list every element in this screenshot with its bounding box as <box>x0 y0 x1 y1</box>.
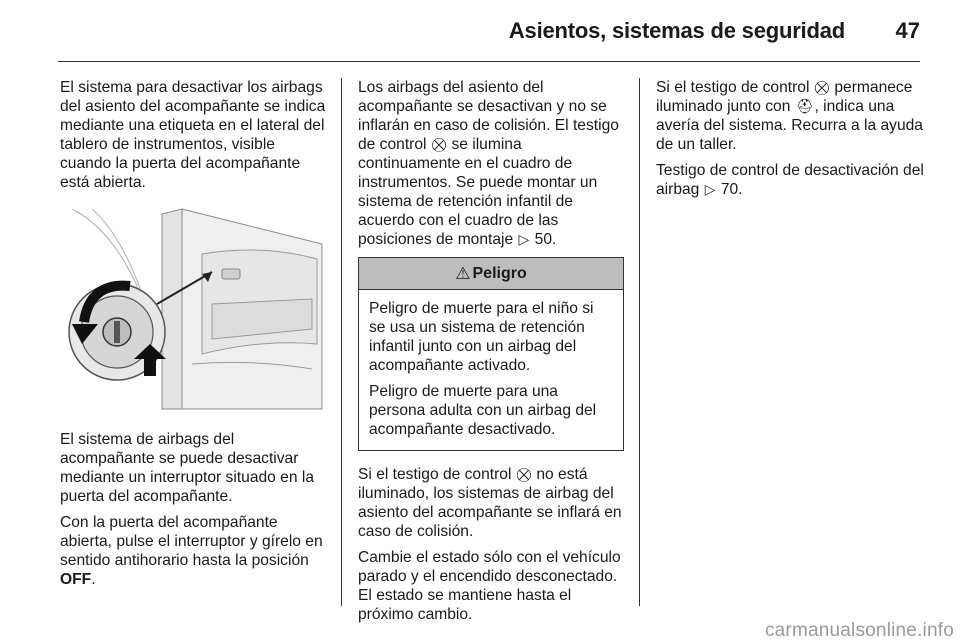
paragraph: Con la puerta del acompañante abierta, pulse el interruptor y gírelo en sentido antihorario hasta la posición OFF. <box>60 514 323 588</box>
airbag-off-icon: ⛒ <box>431 136 447 152</box>
watermark: carmanualsonline.info <box>764 620 954 641</box>
paragraph: El sistema para desactivar los airbags del asiento del acompañante se indica mediante una etiqueta en el lateral del tablero de instrumentos, visible cuando la puerta del acompañante está abierta. <box>60 79 326 191</box>
airbag-off-icon: ⛒ <box>516 466 532 482</box>
door-switch-illustration <box>62 204 324 414</box>
paragraph: Testigo de control de desactivación del airbag ▷ 70. <box>656 162 924 198</box>
paragraph: Cambie el estado sólo con el vehículo parado y el encendido desconectado. El estado se mantiene hasta el próximo cambio. <box>358 549 621 623</box>
column-1 <box>60 78 326 596</box>
airbag-icon: ⛑ <box>795 98 814 114</box>
paragraph: Los airbags del asiento del acompañante se desactivan y no se inflarán en caso de colisión. El testigo de control ⛒ se ilumina continuamente en el cuadro de instrumentos. Se puede montar un sistema de retención infantil de acuerdo con el cuadro de las posiciones de montaje ▷ 50. <box>358 79 619 248</box>
page-title: Asientos, sistemas de seguridad <box>508 18 845 43</box>
warning-triangle-icon: ⚠ <box>455 264 471 283</box>
header-rule <box>58 61 920 62</box>
page-header <box>0 0 960 62</box>
page-ref-arrow-icon: ▷ <box>518 231 530 247</box>
paragraph: Peligro de muerte para una persona adulta con un airbag del acompañante desactivado. <box>369 383 597 438</box>
page-ref-arrow-icon: ▷ <box>704 181 716 197</box>
paragraph: Si el testigo de control ⛒ permanece iluminado junto con ⛑, indica una avería del sistema. Recurra a la ayuda de un taller. <box>656 79 923 153</box>
danger-box-header: ⚠ Peligro <box>359 258 623 290</box>
paragraph: Si el testigo de control ⛒ no está iluminado, los sistemas de airbag del asiento del acompañante se inflará en caso de colisión. <box>358 466 622 540</box>
danger-box <box>358 257 624 451</box>
paragraph: Peligro de muerte para el niño si se usa un sistema de retención infantil junto con un airbag del acompañante activado. <box>369 300 594 374</box>
off-position-label: OFF <box>60 571 92 588</box>
column-divider-1 <box>341 78 342 606</box>
airbag-off-icon: ⛒ <box>814 79 830 95</box>
danger-box-body <box>359 290 623 450</box>
column-divider-2 <box>639 78 640 606</box>
column-2 <box>358 78 624 631</box>
page-number: 47 <box>895 18 920 43</box>
column-3 <box>656 78 926 206</box>
paragraph: El sistema de airbags del acompañante se puede desactivar mediante un interruptor situado en la puerta del acompañante. <box>60 431 314 505</box>
